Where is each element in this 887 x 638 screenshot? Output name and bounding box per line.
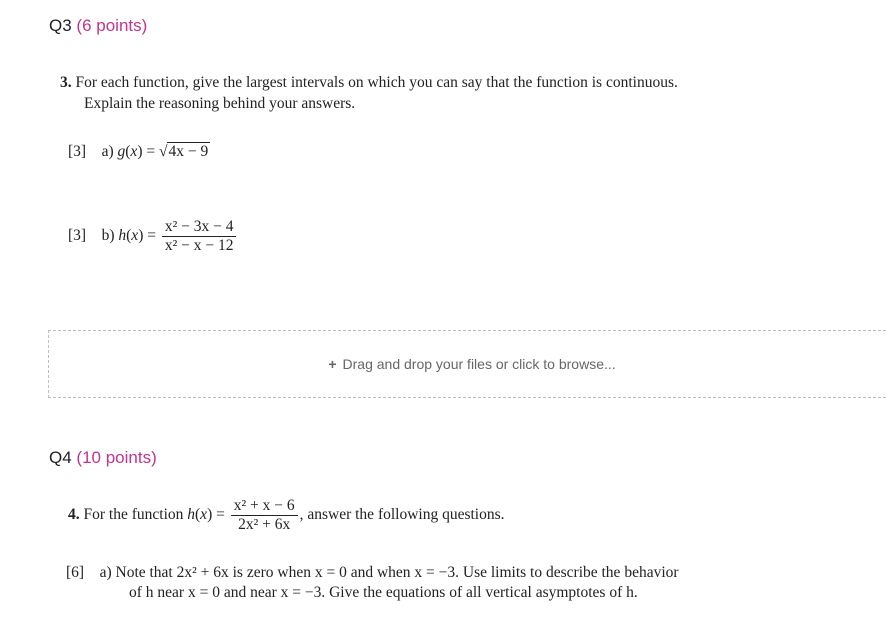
q3-label: Q3: [49, 16, 72, 35]
q3a-fname: g: [117, 143, 126, 160]
q3a-radicand: 4x − 9: [168, 143, 209, 160]
q3-part-a: [3] a) g(x) = √4x − 9: [68, 143, 209, 160]
q4-part-a-line2: [129, 584, 638, 602]
q3-number: 3.: [60, 74, 72, 91]
q3-points: (6 points): [76, 16, 148, 35]
q3b-numerator: x² − 3x − 4: [164, 218, 234, 235]
q4-fname: h: [187, 506, 195, 524]
q4-intro: For the function: [83, 506, 184, 524]
file-dropzone[interactable]: [48, 330, 887, 398]
sqrt-expression: √4x − 9: [158, 143, 209, 160]
q4-number: 4.: [68, 506, 80, 524]
q4a-line2: of h near x = 0 and near x = −3. Give the equations of all vertical asymptotes of h.: [129, 584, 638, 601]
q3b-denominator: x² − x − 12: [162, 236, 237, 255]
q3-text-line2: Explain the reasoning behind your answers.: [84, 95, 356, 112]
q3-question-line1: [60, 74, 678, 92]
q3b-marks: [3]: [68, 227, 87, 245]
q4-heading: [49, 448, 157, 468]
q4-part-a-line1: [66, 564, 679, 582]
q4-label: Q4: [49, 448, 72, 467]
q3a-marks: [3]: [68, 143, 87, 160]
q4-fraction: [231, 497, 298, 534]
q3-heading: [49, 16, 147, 36]
q4-after: , answer the following questions.: [299, 506, 505, 524]
q4-points: (10 points): [76, 448, 157, 467]
q3-question-line2: [84, 95, 355, 113]
q4-numerator: x² + x − 6: [233, 497, 295, 514]
q4a-line1: a) Note that 2x² + 6x is zero when x = 0 and when x = −3. Use limits to describe the behavior: [99, 564, 679, 581]
q3-part-b: [3] b) h(x) = $\frac{\text{x² − 3x − 4}}{\text{x² − x − 12}}$: [68, 218, 238, 255]
dropzone-text: Drag and drop your files or click to browse...: [342, 356, 616, 372]
q3-text-line1: For each function, give the largest intervals on which you can say that the function is continuous.: [75, 74, 678, 91]
q3b-fname: h: [118, 227, 127, 245]
q3b-label: b): [101, 227, 115, 245]
q3a-label: a): [101, 143, 114, 160]
q4-question: 4. For the function h(x) = $\frac{\text{x² + x − 6}}{\text{2x² + 6x}}$ , answer the following questions.: [68, 497, 505, 533]
q4-denominator: 2x² + 6x: [231, 515, 298, 534]
plus-icon: +: [328, 356, 337, 372]
q3b-fraction: [162, 218, 237, 255]
q4a-marks: [6]: [66, 564, 85, 581]
